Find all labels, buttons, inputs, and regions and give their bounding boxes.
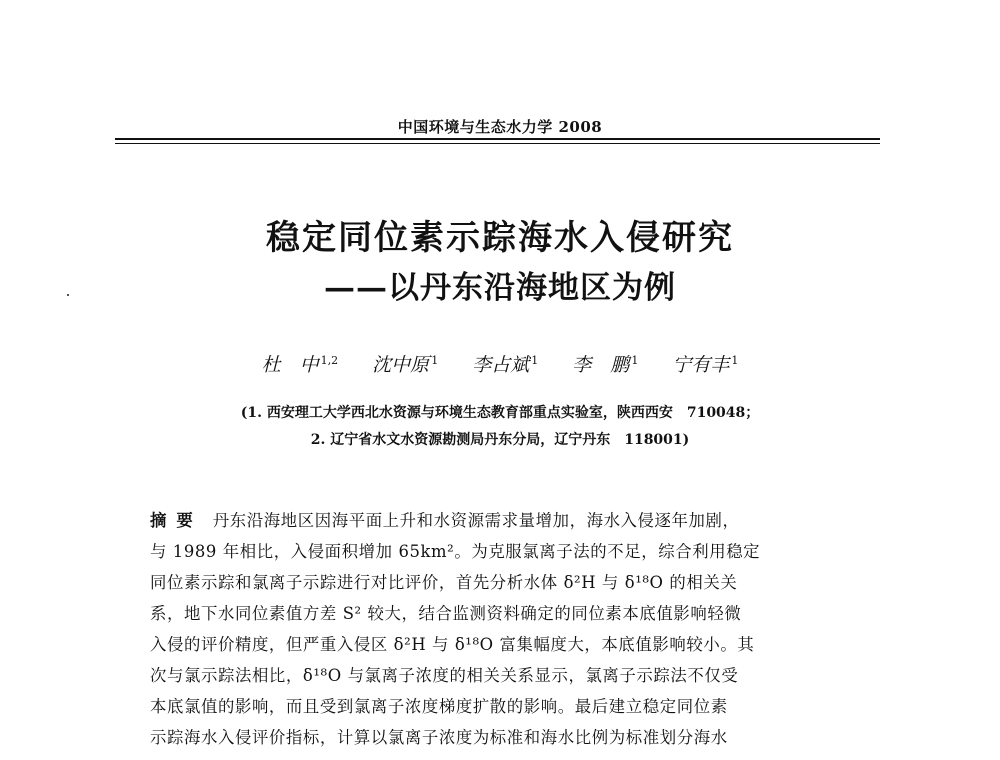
paper-title: 稳定同位素示踪海水入侵研究 bbox=[266, 218, 734, 258]
author bbox=[372, 350, 438, 377]
author-affil-mark: 1,2 bbox=[320, 353, 339, 367]
author-name: 李 鹏 bbox=[572, 354, 630, 376]
author bbox=[572, 350, 638, 377]
abstract-line: 与 1989 年相比，入侵面积增加 65km²。为克服氯离子法的不足，综合利用稳定 bbox=[150, 542, 761, 561]
author bbox=[262, 350, 339, 377]
author-name: 沈中原 bbox=[372, 354, 430, 376]
author-name: 李占斌 bbox=[472, 354, 530, 376]
abstract bbox=[150, 505, 858, 753]
abstract-line: 本底氯值的影响，而且受到氯离子浓度梯度扩散的影响。最后建立稳定同位素 bbox=[150, 697, 728, 716]
author-affil-mark: 1 bbox=[431, 353, 439, 367]
abstract-line: 系，地下水同位素值方差 S² 较大，结合监测资料确定的同位素本底值影响轻微 bbox=[150, 604, 742, 623]
author bbox=[472, 350, 538, 377]
author-affil-mark: 1 bbox=[631, 353, 639, 367]
running-header: 中国环境与生态水力学 2008 bbox=[397, 118, 603, 136]
abstract-line: 入侵的评价精度，但严重入侵区 δ²H 与 δ¹⁸O 富集幅度大，本底值影响较小。其 bbox=[150, 635, 755, 654]
author-name: 宁有丰 bbox=[672, 354, 730, 376]
header-rule-thin bbox=[115, 143, 880, 144]
paper-subtitle: ——以丹东沿海地区为例 bbox=[324, 270, 676, 306]
abstract-label: 摘要 bbox=[150, 511, 203, 530]
abstract-text: 丹东沿海地区因海平面上升和水资源需求量增加，海水入侵逐年加剧， bbox=[212, 511, 740, 530]
abstract-line: 同位素示踪和氯离子示踪进行对比评价，首先分析水体 δ²H 与 δ¹⁸O 的相关关 bbox=[150, 573, 738, 592]
author-affil-mark: 1 bbox=[531, 353, 539, 367]
affiliation-1: (1. 西安理工大学西北水资源与环境生态教育部重点实验室，陕西西安 710048； bbox=[240, 405, 760, 421]
author-affil-mark: 1 bbox=[731, 353, 739, 367]
abstract-line bbox=[150, 505, 858, 536]
abstract-line: 示踪海水入侵评价指标，计算以氯离子浓度为标准和海水比例为标准划分海水 bbox=[150, 728, 728, 747]
header-rule-thick bbox=[115, 138, 880, 140]
author-name: 杜 中 bbox=[261, 354, 319, 376]
affiliation-2: 2. 辽宁省水文水资源勘测局丹东分局，辽宁丹东 118001) bbox=[310, 432, 690, 448]
author bbox=[672, 350, 738, 377]
abstract-line: 次与氯示踪法相比，δ¹⁸O 与氯离子浓度的相关关系显示，氯离子示踪法不仅受 bbox=[150, 666, 739, 685]
author-list bbox=[0, 350, 1000, 377]
